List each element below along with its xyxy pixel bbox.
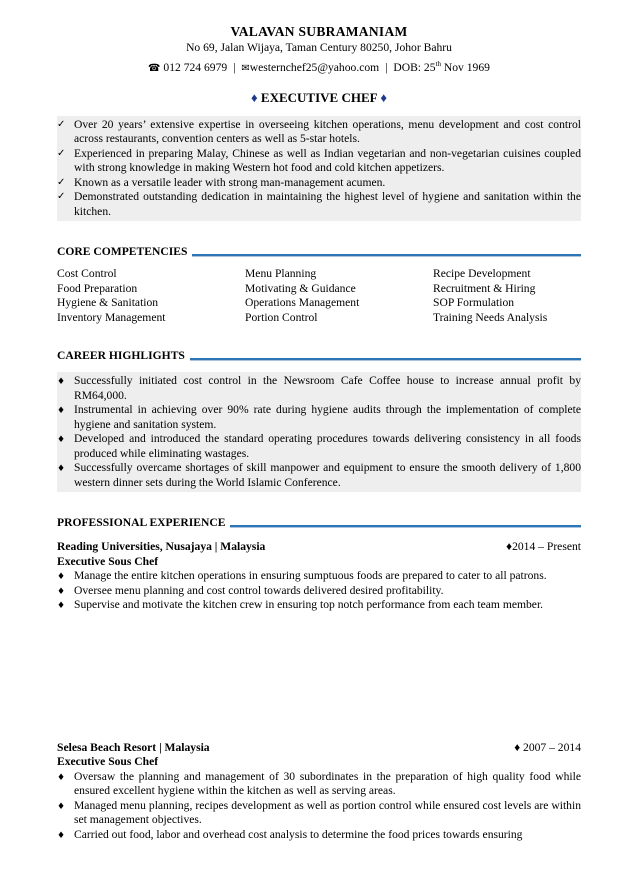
dob-suffix: th: [435, 60, 441, 68]
diamond-bullet-icon: ♦: [57, 435, 66, 446]
diamond-bullet-icon: ♦: [57, 406, 66, 417]
job-role: Executive Sous Chef: [57, 554, 159, 568]
diamond-bullet-icon: ♦: [57, 801, 66, 812]
job-bullet: ♦ Manage the entire kitchen operations in ensuring sumptuous foods are prepared to cater to all patrons.: [57, 569, 581, 584]
checkmark-icon: ✓: [57, 191, 66, 203]
diamond-icon: ♦: [251, 89, 258, 105]
competency: Recipe Development: [433, 267, 531, 281]
checkmark-icon: ✓: [57, 118, 66, 130]
telephone-icon: ☎: [148, 62, 161, 74]
diamond-bullet-icon: ♦: [57, 601, 66, 612]
diamond-bullet-icon: ♦: [57, 830, 66, 841]
candidate-name: VALAVAN SUBRAMANIAM: [230, 24, 408, 39]
summary-item: ✓ Known as a versatile leader with strong man-management acumen.: [57, 175, 386, 189]
summary-item: ✓ Demonstrated outstanding dedication in maintaining the highest level of hygiene and sanitation within the kitchen.: [57, 190, 581, 218]
career-highlights-heading: CAREER HIGHLIGHTS: [57, 347, 581, 363]
competency: Training Needs Analysis: [433, 310, 548, 324]
dob-rest: Nov 1969: [440, 60, 490, 74]
diamond-bullet-icon: ♦: [57, 572, 66, 583]
email-address: westernchef25@yahoo.com: [249, 60, 380, 74]
highlight-item: ♦ Developed and introduced the standard operating procedures towards delivering consistency in all foods produced while eliminating wastages.: [57, 432, 581, 460]
competency: Hygiene & Sanitation: [57, 296, 159, 310]
competency: Inventory Management: [57, 310, 166, 324]
competency: Recruitment & Hiring: [433, 281, 536, 295]
job-bullet: ♦ Oversee menu planning and cost control towards delivered desired profitability.: [57, 584, 581, 599]
competency: Motivating & Guidance: [245, 281, 356, 295]
diamond-bullet-icon: ♦: [57, 586, 66, 597]
diamond-icon: ♦: [380, 89, 387, 105]
highlights-block: [57, 372, 581, 492]
competency: Food Preparation: [57, 281, 138, 295]
job-bullet: ♦ Carried out food, labor and overhead cost analysis to determine the food prices towards ensuring: [57, 828, 581, 843]
competency: Cost Control: [57, 267, 117, 281]
envelope-icon: ✉: [241, 62, 250, 74]
highlight-item: ♦ Successfully initiated cost control in the Newsroom Cafe Coffee house to increase annual profit by RM64,000.: [57, 374, 581, 402]
resume-page: [57, 23, 581, 842]
competency: Operations Management: [245, 296, 360, 310]
competency: Menu Planning: [245, 267, 317, 281]
job-bullet: ♦ Managed menu planning, recipes development as well as portion control while ensured cost levels are within set management objectives.: [57, 798, 581, 827]
section-rule: [230, 525, 581, 527]
section-rule: [192, 254, 581, 256]
dob-label: DOB: 25: [393, 60, 436, 74]
summary-block: [57, 116, 581, 222]
job-company: Reading Universities, Nusajaya | Malaysia: [57, 540, 266, 554]
headline: [57, 90, 581, 106]
job-role: Executive Sous Chef: [57, 755, 159, 769]
contact-line: [57, 56, 581, 77]
diamond-bullet-icon: ♦: [57, 464, 66, 475]
competency: Portion Control: [245, 310, 318, 324]
job-date: ♦ 2007 – 2014: [514, 740, 581, 754]
core-competencies-heading: CORE COMPETENCIES: [57, 243, 581, 259]
job-entry: [57, 741, 581, 843]
competencies-grid: [57, 267, 581, 325]
job-bullet: ♦ Supervise and motivate the kitchen crew in ensuring top notch performance from each team member.: [57, 598, 581, 613]
section-rule: [190, 358, 581, 360]
diamond-bullet-icon: ♦: [57, 772, 66, 783]
checkmark-icon: ✓: [57, 147, 66, 159]
professional-experience-heading: PROFESSIONAL EXPERIENCE: [57, 514, 581, 530]
highlight-item: ♦ Instrumental in achieving over 90% rate during hygiene audits through the implementation of complete hygiene and sanitation system.: [57, 403, 581, 431]
diamond-bullet-icon: ♦: [57, 377, 66, 388]
competency: SOP Formulation: [433, 296, 515, 310]
job-entry: [57, 540, 581, 613]
headline-text: EXECUTIVE CHEF: [260, 89, 378, 105]
summary-item: ✓ Over 20 years’ extensive expertise in overseeing kitchen operations, menu development and cost control across restaurants, convention centers as well as 5-star hotels.: [57, 117, 581, 146]
job-company: Selesa Beach Resort | Malaysia: [57, 740, 210, 754]
separator: |: [233, 60, 236, 74]
highlight-item: ♦ Successfully overcame shortages of skill manpower and equipment to ensure the smooth delivery of 1,800 western dinner sets during the World Islamic Conference.: [57, 461, 581, 489]
checkmark-icon: ✓: [57, 176, 66, 188]
job-date: ♦2014 – Present: [506, 540, 581, 554]
summary-item: ✓ Experienced in preparing Malay, Chinese as well as Indian vegetarian and non-vegetarian cuisines coupled with strong knowledge in making Western hot food and cold kitchen appetizers.: [57, 146, 581, 175]
separator: |: [385, 60, 388, 74]
phone-number: 012 724 6979: [163, 60, 228, 74]
address: No 69, Jalan Wijaya, Taman Century 80250, Johor Bahru: [186, 41, 452, 54]
job-bullet: ♦ Oversaw the planning and management of 30 subordinates in the preparation of high quality food while ensured excellent hygiene within the kitchen as well as serving areas.: [57, 769, 581, 798]
